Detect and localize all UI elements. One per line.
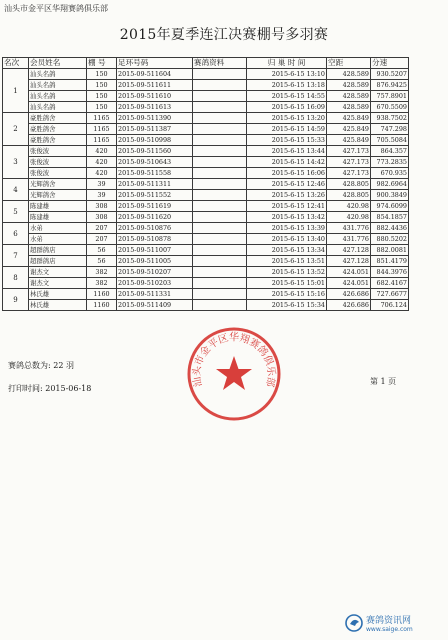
time-cell: 2015-6-15 15:34 [247,300,327,311]
speed-cell: 670.935 [371,168,409,179]
loft-cell: 382 [87,267,117,278]
dist-cell: 427.173 [327,168,371,179]
name-cell: 汕头名鸽 [29,102,87,113]
time-cell: 2015-6-15 13:20 [247,113,327,124]
speed-cell: 706.124 [371,300,409,311]
info-cell [193,102,247,113]
table-row [3,300,409,311]
info-cell [193,267,247,278]
loft-cell: 150 [87,80,117,91]
info-cell [193,245,247,256]
dist-cell: 428.589 [327,91,371,102]
time-cell: 2015-6-15 16:09 [247,102,327,113]
time-cell: 2015-6-15 13:26 [247,190,327,201]
time-cell: 2015-6-15 15:33 [247,135,327,146]
loft-cell: 39 [87,190,117,201]
loft-cell: 308 [87,212,117,223]
name-cell: 水弟 [29,234,87,245]
ring-cell: 2015-09-511409 [117,300,193,311]
loft-cell: 1165 [87,135,117,146]
table-row [3,179,409,190]
table-row [3,69,409,80]
ring-cell: 2015-09-511552 [117,190,193,201]
name-cell: 谢杰文 [29,267,87,278]
dist-cell: 428.589 [327,69,371,80]
col-header-time: 归 巢 时 间 [247,58,327,69]
loft-cell: 420 [87,146,117,157]
site-watermark [344,612,440,634]
total-count: 赛鸽总数为: 22 羽 [8,361,74,370]
loft-cell: 39 [87,179,117,190]
name-cell: 汕头名鸽 [29,91,87,102]
name-cell: 光辉鸽舍 [29,190,87,201]
name-cell: 陈建雄 [29,201,87,212]
loft-cell: 207 [87,234,117,245]
loft-cell: 1165 [87,113,117,124]
time-cell: 2015-6-15 13:51 [247,256,327,267]
speed-cell: 670.5509 [371,102,409,113]
rank-cell: 2 [3,113,29,146]
col-header-info: 赛鸽资料 [193,58,247,69]
info-cell [193,201,247,212]
ring-cell: 2015-09-511007 [117,245,193,256]
info-cell [193,179,247,190]
table-row [3,223,409,234]
ring-cell: 2015-09-511560 [117,146,193,157]
name-cell: 超群鸽店 [29,245,87,256]
ring-cell: 2015-09-511610 [117,91,193,102]
col-header-rank: 名次 [3,58,29,69]
dist-cell: 428.805 [327,179,371,190]
page-number: 第 1 页 [370,377,397,386]
speed-cell: 930.5207 [371,69,409,80]
svg-text:汕头市金平区华翔赛鸽俱乐部: 汕头市金平区华翔赛鸽俱乐部 [191,332,277,388]
info-cell [193,69,247,80]
ring-cell: 2015-09-510207 [117,267,193,278]
table-row [3,267,409,278]
loft-cell: 150 [87,91,117,102]
dist-cell: 424.051 [327,278,371,289]
rank-cell: 3 [3,146,29,179]
rank-cell: 5 [3,201,29,223]
time-cell: 2015-6-15 13:44 [247,146,327,157]
rank-cell: 4 [3,179,29,201]
rank-cell: 1 [3,69,29,113]
print-date: 打印时间: 2015-06-18 [8,384,92,393]
name-cell: 光辉鸽舍 [29,179,87,190]
loft-cell: 420 [87,157,117,168]
loft-cell: 382 [87,278,117,289]
speed-cell: 705.5084 [371,135,409,146]
rank-cell: 9 [3,289,29,311]
table-row [3,124,409,135]
speed-cell: 773.2835 [371,157,409,168]
table-row [3,278,409,289]
dist-cell: 420.98 [327,201,371,212]
ring-cell: 2015-09-510998 [117,135,193,146]
ring-cell: 2015-09-510203 [117,278,193,289]
seal-star-icon [216,356,252,390]
name-cell: 谢杰文 [29,278,87,289]
loft-cell: 1160 [87,289,117,300]
dist-cell: 427.173 [327,157,371,168]
results-table [2,57,409,311]
ring-cell: 2015-09-511558 [117,168,193,179]
speed-cell: 974.6099 [371,201,409,212]
dist-cell: 426.686 [327,289,371,300]
time-cell: 2015-6-15 12:46 [247,179,327,190]
speed-cell: 727.6677 [371,289,409,300]
rank-cell: 8 [3,267,29,289]
speed-cell: 982.6964 [371,179,409,190]
table-row [3,102,409,113]
time-cell: 2015-6-15 13:39 [247,223,327,234]
dist-cell: 428.805 [327,190,371,201]
table-row [3,212,409,223]
table-row [3,91,409,102]
ring-cell: 2015-09-511390 [117,113,193,124]
dist-cell: 425.849 [327,135,371,146]
col-header-loft: 棚 号 [87,58,117,69]
table-row [3,80,409,91]
time-cell: 2015-6-15 15:16 [247,289,327,300]
speed-cell: 882.0081 [371,245,409,256]
name-cell: 豪胜鸽舍 [29,124,87,135]
page-title: 2015年夏季连江决赛棚号多羽赛 [119,27,329,43]
rank-cell: 7 [3,245,29,267]
speed-cell: 900.3849 [371,190,409,201]
table-row [3,256,409,267]
name-cell: 超群鸽店 [29,256,87,267]
dist-cell: 427.128 [327,256,371,267]
dist-cell: 425.849 [327,124,371,135]
ring-cell: 2015-09-511619 [117,201,193,212]
time-cell: 2015-6-15 13:34 [247,245,327,256]
ring-cell: 2015-09-511311 [117,179,193,190]
dist-cell: 425.849 [327,113,371,124]
name-cell: 豪胜鸽舍 [29,113,87,124]
name-cell: 水弟 [29,223,87,234]
table-row [3,190,409,201]
name-cell: 林氏雄 [29,289,87,300]
loft-cell: 308 [87,201,117,212]
info-cell [193,234,247,245]
name-cell: 张俊波 [29,157,87,168]
speed-cell: 682.4167 [371,278,409,289]
name-cell: 张俊波 [29,168,87,179]
loft-cell: 56 [87,245,117,256]
speed-cell: 876.9425 [371,80,409,91]
name-cell: 汕头名鸽 [29,80,87,91]
ring-cell: 2015-09-511005 [117,256,193,267]
speed-cell: 844.3976 [371,267,409,278]
svg-text:赛鸽资讯网: 赛鸽资讯网 [366,616,412,626]
dist-cell: 427.128 [327,245,371,256]
loft-cell: 1165 [87,124,117,135]
table-body [3,69,409,311]
info-cell [193,223,247,234]
dist-cell: 426.686 [327,300,371,311]
dist-cell: 427.173 [327,146,371,157]
table-row [3,201,409,212]
speed-cell: 851.4179 [371,256,409,267]
loft-cell: 1160 [87,300,117,311]
loft-cell: 150 [87,69,117,80]
info-cell [193,190,247,201]
table-header-row [3,58,409,69]
ring-cell: 2015-09-510643 [117,157,193,168]
speed-cell: 882.4436 [371,223,409,234]
time-cell: 2015-6-15 13:10 [247,69,327,80]
info-cell [193,113,247,124]
name-cell: 张俊波 [29,146,87,157]
time-cell: 2015-6-15 14:42 [247,157,327,168]
loft-cell: 420 [87,168,117,179]
time-cell: 2015-6-15 12:41 [247,201,327,212]
info-cell [193,300,247,311]
ring-cell: 2015-09-511604 [117,69,193,80]
loft-cell: 150 [87,102,117,113]
pigeon-logo-icon [350,620,359,626]
table-row [3,234,409,245]
col-header-speed: 分速 [371,58,409,69]
dist-cell: 428.589 [327,80,371,91]
loft-cell: 56 [87,256,117,267]
info-cell [193,212,247,223]
col-header-dist: 空距 [327,58,371,69]
time-cell: 2015-6-15 14:55 [247,91,327,102]
info-cell [193,289,247,300]
speed-cell: 938.7502 [371,113,409,124]
ring-cell: 2015-09-510878 [117,234,193,245]
time-cell: 2015-6-15 15:01 [247,278,327,289]
info-cell [193,91,247,102]
time-cell: 2015-6-15 14:59 [247,124,327,135]
org-header: 汕头市金平区华翔赛鸽俱乐部 [4,4,108,13]
table-row [3,168,409,179]
dist-cell: 431.776 [327,234,371,245]
info-cell [193,256,247,267]
dist-cell: 420.98 [327,212,371,223]
svg-text:www.saige.com: www.saige.com [366,626,413,633]
ring-cell: 2015-09-511620 [117,212,193,223]
table-row [3,113,409,124]
time-cell: 2015-6-15 13:18 [247,80,327,91]
speed-cell: 854.1857 [371,212,409,223]
loft-cell: 207 [87,223,117,234]
time-cell: 2015-6-15 13:40 [247,234,327,245]
table-row [3,289,409,300]
speed-cell: 747.298 [371,124,409,135]
speed-cell: 880.5202 [371,234,409,245]
ring-cell: 2015-09-511331 [117,289,193,300]
speed-cell: 757.8901 [371,91,409,102]
ring-cell: 2015-09-511611 [117,80,193,91]
ring-cell: 2015-09-511387 [117,124,193,135]
info-cell [193,80,247,91]
name-cell: 陈建雄 [29,212,87,223]
info-cell [193,124,247,135]
name-cell: 汕头名鸽 [29,69,87,80]
col-header-ring: 足环号码 [117,58,193,69]
table-row [3,146,409,157]
info-cell [193,278,247,289]
speed-cell: 864.357 [371,146,409,157]
dist-cell: 431.776 [327,223,371,234]
info-cell [193,157,247,168]
dist-cell: 424.051 [327,267,371,278]
time-cell: 2015-6-15 13:42 [247,212,327,223]
table-row [3,245,409,256]
time-cell: 2015-6-15 16:06 [247,168,327,179]
club-seal-stamp [184,324,284,424]
ring-cell: 2015-09-510876 [117,223,193,234]
info-cell [193,135,247,146]
name-cell: 豪胜鸽舍 [29,135,87,146]
ring-cell: 2015-09-511613 [117,102,193,113]
info-cell [193,168,247,179]
name-cell: 林氏雄 [29,300,87,311]
time-cell: 2015-6-15 13:52 [247,267,327,278]
table-row [3,135,409,146]
table-row [3,157,409,168]
rank-cell: 6 [3,223,29,245]
col-header-name: 会员姓名 [29,58,87,69]
info-cell [193,146,247,157]
dist-cell: 428.589 [327,102,371,113]
